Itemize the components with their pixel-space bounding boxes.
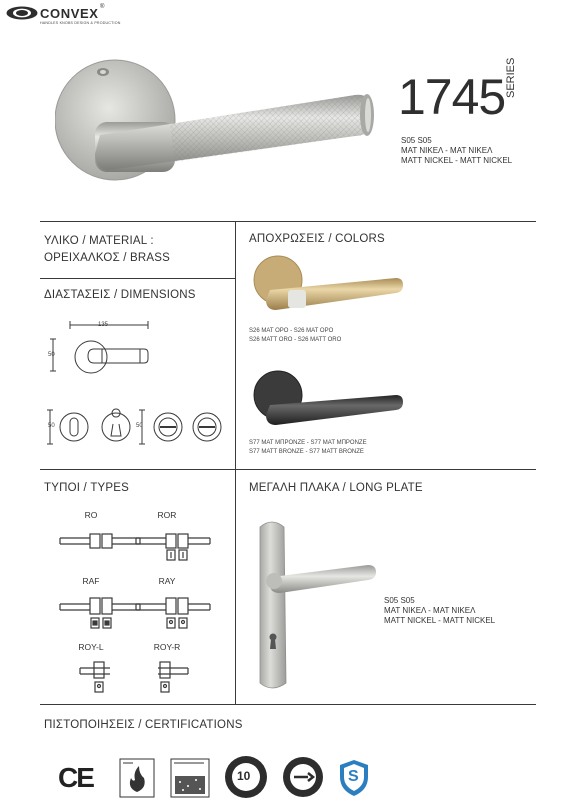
type-ror-diagram: [136, 534, 210, 560]
corrosion-test-icon: [170, 758, 210, 798]
divider-vertical: [235, 221, 236, 704]
color-gold-greek: S26 ΜΑΤ ΟΡΟ - S26 ΜΑΤ ΟΡΟ: [249, 328, 334, 334]
dimension-drawing-side: [44, 315, 224, 385]
finish-code: S05 S05: [401, 136, 432, 145]
cycle-test-badge-icon: [282, 756, 324, 798]
material-line1: ΥΛΙΚΟ / MATERIAL :: [44, 235, 154, 247]
hero-handle-image: [55, 50, 385, 210]
dimension-length: 135: [98, 322, 109, 328]
type-label-ro: RO: [84, 510, 98, 520]
brand-name: CONVEX: [40, 6, 99, 21]
color-gold-english: S26 MATT ORO - S26 MATT ORO: [249, 337, 342, 343]
warranty-badge-icon: [224, 755, 268, 799]
brand-tagline: HANDLES KNOBS DESIGN & PRODUCTION: [40, 21, 121, 25]
convex-eye-icon: [6, 6, 38, 20]
long-plate-finish: [384, 596, 495, 626]
material-block: [44, 233, 170, 267]
divider-left-1: [40, 278, 235, 279]
divider-bottom: [40, 704, 536, 705]
types-title: ΤΥΠΟΙ / TYPES: [44, 482, 130, 494]
type-ro-diagram: [60, 534, 140, 548]
series-number: 1745: [398, 69, 506, 125]
dimensions-title: ΔΙΑΣΤΑΣΕΙΣ / DIMENSIONS: [44, 289, 196, 301]
shield-letter: S: [348, 768, 359, 785]
color-item-gold: [249, 327, 341, 345]
long-plate-title: ΜΕΓΑΛΗ ΠΛΑΚΑ / LONG PLATE: [249, 482, 423, 494]
type-roy-r-diagram: [158, 662, 188, 692]
brand-registered: ®: [100, 4, 105, 10]
long-plate-greek: ΜΑΤ ΝΙΚΕΛ - ΜΑΤ ΝΙΚΕΛ: [384, 606, 476, 615]
color-swatch-bronze-handle: [248, 365, 408, 435]
dimension-rose-height: 50: [48, 352, 55, 358]
type-label-roy-r: ROY-R: [153, 642, 181, 652]
warranty-years: 10: [237, 769, 251, 783]
type-raf-diagram: [60, 598, 140, 628]
finish-english: MATT NICKEL - MATT NICKEL: [401, 156, 513, 165]
antibacterial-shield-icon: [338, 759, 370, 797]
divider-mid: [40, 469, 536, 470]
finish-block: [401, 136, 512, 166]
fire-resistance-icon: [119, 758, 155, 798]
long-plate-handle-image: [250, 517, 380, 693]
ce-mark-icon: CE: [58, 762, 93, 793]
certifications-title: ΠΙΣΤΟΠΟΙΗΣΕΙΣ / CERTIFICATIONS: [44, 719, 243, 731]
divider-top: [40, 221, 536, 222]
type-label-raf: RAF: [82, 576, 100, 586]
type-ray-diagram: [136, 598, 210, 628]
color-item-bronze: [249, 439, 367, 457]
colors-title: ΑΠΟΧΡΩΣΕΙΣ / COLORS: [249, 233, 385, 245]
type-roy-l-diagram: [80, 662, 110, 692]
types-diagrams: [50, 520, 230, 695]
long-plate-code: S05 S05: [384, 596, 415, 605]
dimension-escutcheon-height-2: 50: [136, 423, 143, 429]
color-bronze-english: S77 MATT BRONZE - S77 MATT BRONZE: [249, 449, 364, 455]
type-label-ray: RAY: [158, 576, 176, 586]
material-line2: ΟΡΕΙΧΑΛΚΟΣ / BRASS: [44, 252, 171, 264]
finish-greek: ΜΑΤ ΝΙΚΕΛ - ΜΑΤ ΝΙΚΕΛ: [401, 146, 493, 155]
series-label: SERIES: [505, 57, 517, 98]
long-plate-english: MATT NICKEL - MATT NICKEL: [384, 616, 496, 625]
dimension-escutcheon-height-1: 50: [48, 423, 55, 429]
color-swatch-gold-handle: [248, 252, 408, 322]
color-bronze-greek: S77 ΜΑΤ ΜΠΡΟΝΖΕ - S77 ΜΑΤ ΜΠΡΟΝΖΕ: [249, 440, 367, 446]
type-label-roy-l: ROY-L: [78, 642, 104, 652]
brand-logo[interactable]: [6, 6, 136, 26]
type-label-ror: ROR: [157, 510, 177, 520]
